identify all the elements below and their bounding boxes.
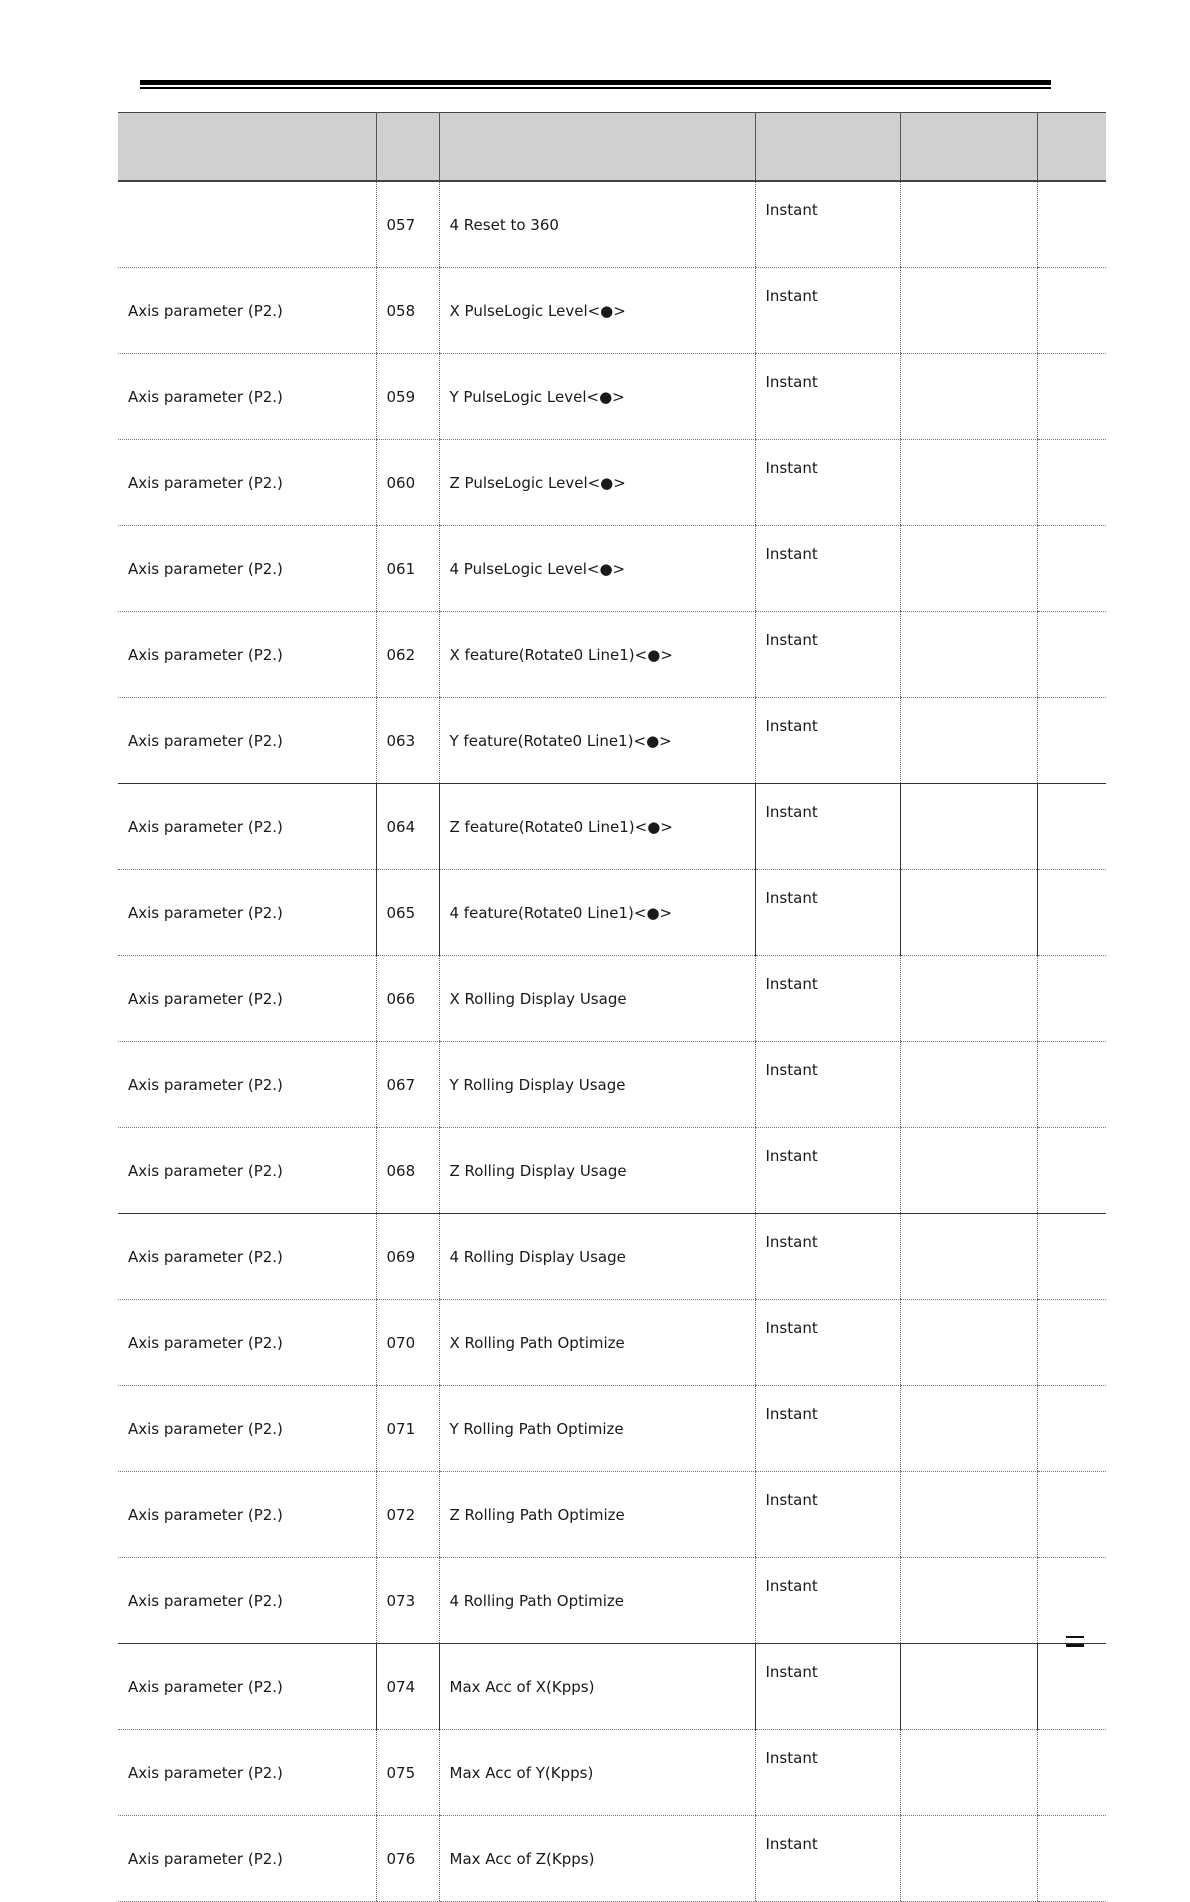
header-cell-extra-1	[900, 113, 1037, 182]
cell-extra-1	[900, 181, 1037, 268]
cell-effective: Instant	[755, 1644, 900, 1730]
cell-number: 067	[376, 1042, 439, 1128]
cell-name: X feature(Rotate0 Line1)<●>	[439, 612, 755, 698]
cell-group: Axis parameter (P2.)	[118, 956, 376, 1042]
header-cell-group	[118, 113, 376, 182]
table-row	[118, 1128, 1106, 1214]
cell-number: 072	[376, 1472, 439, 1558]
table-row	[118, 612, 1106, 698]
cell-effective: Instant	[755, 1214, 900, 1300]
cell-name: X PulseLogic Level<●>	[439, 268, 755, 354]
cell-name: X Rolling Path Optimize	[439, 1300, 755, 1386]
cell-number: 062	[376, 612, 439, 698]
header-cell-number	[376, 113, 439, 182]
cell-number: 074	[376, 1644, 439, 1730]
cell-extra-1	[900, 612, 1037, 698]
cell-extra-1	[900, 1816, 1037, 1902]
cell-effective: Instant	[755, 612, 900, 698]
cell-name: 4 Rolling Display Usage	[439, 1214, 755, 1300]
cell-extra-1	[900, 1128, 1037, 1214]
cell-extra-2	[1037, 268, 1106, 354]
cell-extra-2	[1037, 1644, 1106, 1730]
cell-extra-1	[900, 440, 1037, 526]
cell-name: 4 PulseLogic Level<●>	[439, 526, 755, 612]
cell-name: Max Acc of Z(Kpps)	[439, 1816, 755, 1902]
table-row	[118, 268, 1106, 354]
cell-effective: Instant	[755, 268, 900, 354]
cell-extra-2	[1037, 612, 1106, 698]
cell-group: Axis parameter (P2.)	[118, 698, 376, 784]
table-row	[118, 1816, 1106, 1902]
cell-group: Axis parameter (P2.)	[118, 526, 376, 612]
cell-extra-2	[1037, 1816, 1106, 1902]
cell-group: Axis parameter (P2.)	[118, 1128, 376, 1214]
cell-group: Axis parameter (P2.)	[118, 1214, 376, 1300]
cell-effective: Instant	[755, 1386, 900, 1472]
table-row	[118, 1214, 1106, 1300]
cell-extra-1	[900, 1214, 1037, 1300]
table-row	[118, 1558, 1106, 1644]
table-row	[118, 956, 1106, 1042]
header-rule-thin	[140, 87, 1051, 89]
cell-extra-1	[900, 1558, 1037, 1644]
cell-effective: Instant	[755, 526, 900, 612]
cell-extra-2	[1037, 956, 1106, 1042]
cell-effective: Instant	[755, 870, 900, 956]
table-row	[118, 870, 1106, 956]
cell-extra-2	[1037, 870, 1106, 956]
cell-extra-1	[900, 1042, 1037, 1128]
cell-number: 059	[376, 354, 439, 440]
cell-effective: Instant	[755, 1300, 900, 1386]
table-row	[118, 526, 1106, 612]
cell-extra-2	[1037, 1128, 1106, 1214]
cell-group: Axis parameter (P2.)	[118, 1300, 376, 1386]
cell-number: 058	[376, 268, 439, 354]
cell-extra-1	[900, 956, 1037, 1042]
cell-group: Axis parameter (P2.)	[118, 784, 376, 870]
cell-effective: Instant	[755, 440, 900, 526]
cell-extra-1	[900, 1300, 1037, 1386]
cell-number: 076	[376, 1816, 439, 1902]
cell-name: 4 Reset to 360	[439, 181, 755, 268]
cell-name: Z feature(Rotate0 Line1)<●>	[439, 784, 755, 870]
cell-group: Axis parameter (P2.)	[118, 440, 376, 526]
cell-effective: Instant	[755, 1128, 900, 1214]
cell-name: Z Rolling Display Usage	[439, 1128, 755, 1214]
cell-extra-2	[1037, 784, 1106, 870]
header-rule	[140, 80, 1051, 90]
cell-number: 063	[376, 698, 439, 784]
cell-name: Z Rolling Path Optimize	[439, 1472, 755, 1558]
cell-effective: Instant	[755, 1816, 900, 1902]
cell-effective: Instant	[755, 1042, 900, 1128]
cell-number: 061	[376, 526, 439, 612]
cell-extra-1	[900, 526, 1037, 612]
cell-effective: Instant	[755, 698, 900, 784]
table-row	[118, 354, 1106, 440]
header-cell-name	[439, 113, 755, 182]
cell-effective: Instant	[755, 1472, 900, 1558]
cell-extra-1	[900, 1730, 1037, 1816]
cell-extra-1	[900, 698, 1037, 784]
cell-effective: Instant	[755, 181, 900, 268]
cell-group: Axis parameter (P2.)	[118, 1386, 376, 1472]
cell-extra-2	[1037, 354, 1106, 440]
cell-number: 065	[376, 870, 439, 956]
header-rule-thick	[140, 80, 1051, 85]
cell-group: Axis parameter (P2.)	[118, 1730, 376, 1816]
cell-extra-2	[1037, 1214, 1106, 1300]
cell-number: 075	[376, 1730, 439, 1816]
cell-effective: Instant	[755, 354, 900, 440]
cell-name: Y PulseLogic Level<●>	[439, 354, 755, 440]
cell-extra-1	[900, 268, 1037, 354]
cell-name: 4 feature(Rotate0 Line1)<●>	[439, 870, 755, 956]
table-header-row	[118, 113, 1106, 182]
cell-extra-1	[900, 354, 1037, 440]
cell-group: Axis parameter (P2.)	[118, 1558, 376, 1644]
cell-number: 068	[376, 1128, 439, 1214]
cell-extra-2	[1037, 440, 1106, 526]
cell-number: 066	[376, 956, 439, 1042]
cell-group: Axis parameter (P2.)	[118, 268, 376, 354]
cell-name: Y Rolling Display Usage	[439, 1042, 755, 1128]
cell-name: 4 Rolling Path Optimize	[439, 1558, 755, 1644]
cell-extra-1	[900, 784, 1037, 870]
cell-effective: Instant	[755, 784, 900, 870]
cell-name: Max Acc of Y(Kpps)	[439, 1730, 755, 1816]
cell-extra-2	[1037, 526, 1106, 612]
cell-extra-2	[1037, 1558, 1106, 1644]
cell-group	[118, 181, 376, 268]
cell-extra-2	[1037, 1386, 1106, 1472]
cell-number: 057	[376, 181, 439, 268]
cell-extra-2	[1037, 1472, 1106, 1558]
cell-extra-1	[900, 1386, 1037, 1472]
header-cell-extra-2	[1037, 113, 1106, 182]
cell-group: Axis parameter (P2.)	[118, 1644, 376, 1730]
cell-extra-2	[1037, 181, 1106, 268]
cell-group: Axis parameter (P2.)	[118, 1042, 376, 1128]
cell-extra-2	[1037, 1042, 1106, 1128]
cell-group: Axis parameter (P2.)	[118, 870, 376, 956]
cell-name: Max Acc of X(Kpps)	[439, 1644, 755, 1730]
cell-group: Axis parameter (P2.)	[118, 1816, 376, 1902]
cell-name: Z PulseLogic Level<●>	[439, 440, 755, 526]
table-row	[118, 1730, 1106, 1816]
cell-extra-2	[1037, 1730, 1106, 1816]
cell-extra-1	[900, 1472, 1037, 1558]
table-row	[118, 1386, 1106, 1472]
cell-number: 071	[376, 1386, 439, 1472]
cell-effective: Instant	[755, 1558, 900, 1644]
cell-number: 064	[376, 784, 439, 870]
cell-group: Axis parameter (P2.)	[118, 1472, 376, 1558]
parameter-table	[118, 112, 1106, 1902]
table-row	[118, 784, 1106, 870]
table-row	[118, 440, 1106, 526]
table-row	[118, 1472, 1106, 1558]
table-row	[118, 181, 1106, 268]
cell-number: 073	[376, 1558, 439, 1644]
page-number-mark	[1066, 1636, 1084, 1647]
table-row	[118, 698, 1106, 784]
table-row	[118, 1644, 1106, 1730]
cell-extra-2	[1037, 698, 1106, 784]
cell-number: 060	[376, 440, 439, 526]
cell-extra-1	[900, 1644, 1037, 1730]
header-cell-effective	[755, 113, 900, 182]
cell-name: Y Rolling Path Optimize	[439, 1386, 755, 1472]
cell-group: Axis parameter (P2.)	[118, 354, 376, 440]
cell-number: 069	[376, 1214, 439, 1300]
cell-name: X Rolling Display Usage	[439, 956, 755, 1042]
cell-extra-2	[1037, 1300, 1106, 1386]
cell-effective: Instant	[755, 1730, 900, 1816]
cell-group: Axis parameter (P2.)	[118, 612, 376, 698]
cell-effective: Instant	[755, 956, 900, 1042]
table-row	[118, 1300, 1106, 1386]
cell-extra-1	[900, 870, 1037, 956]
cell-number: 070	[376, 1300, 439, 1386]
cell-name: Y feature(Rotate0 Line1)<●>	[439, 698, 755, 784]
table-row	[118, 1042, 1106, 1128]
